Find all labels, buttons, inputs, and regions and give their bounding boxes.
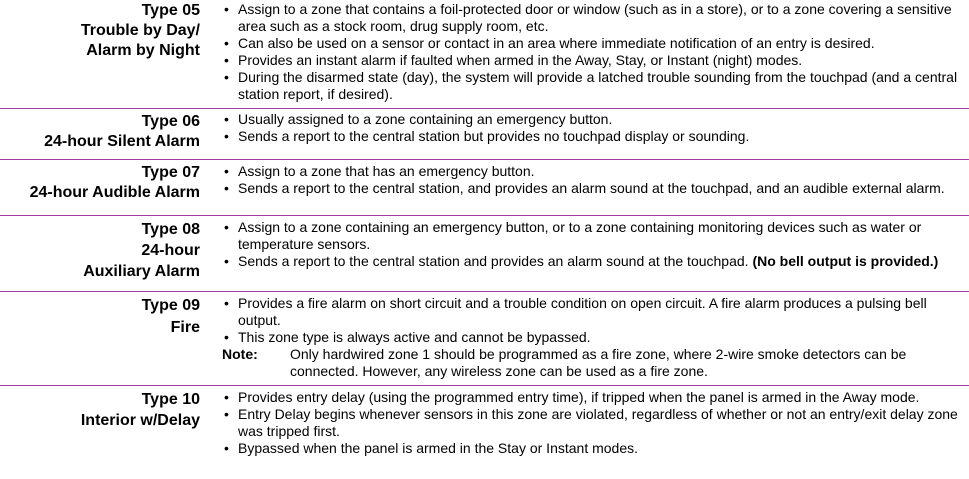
zone-type-label-cell bbox=[0, 0, 212, 108]
list-item: • Entry Delay begins whenever sensors in this zone are violated, regardless of whether or not an entry/exit delay zone was tripped first. bbox=[224, 406, 958, 439]
zone-type-number: Type 10 bbox=[141, 391, 200, 408]
zone-type-number: Type 05 bbox=[141, 2, 200, 19]
list-item: • Provides a fire alarm on short circuit and a trouble condition on open circuit. A fire alarm produces a pulsing bell output. bbox=[224, 295, 927, 328]
bullet-icon: • bbox=[224, 163, 229, 179]
zone-type-name: Alarm by Night bbox=[86, 42, 200, 59]
zone-type-name: 24-hour bbox=[141, 242, 200, 259]
bullet-icon: • bbox=[224, 52, 229, 68]
zone-type-name: Auxiliary Alarm bbox=[83, 263, 200, 280]
zone-type-description bbox=[212, 109, 969, 159]
list-item: • This zone type is always active and cannot be bypassed. bbox=[224, 329, 591, 345]
zone-type-name: 24-hour Audible Alarm bbox=[29, 184, 200, 201]
zone-type-description bbox=[212, 386, 969, 479]
zone-type-description bbox=[212, 216, 969, 291]
bullet-icon: • bbox=[224, 219, 229, 235]
bullet-icon: • bbox=[224, 128, 229, 144]
list-item: • Assign to a zone that has an emergency button. bbox=[224, 163, 535, 179]
bullet-icon: • bbox=[224, 69, 229, 85]
zone-type-description bbox=[212, 0, 969, 108]
zone-type-number: Type 07 bbox=[141, 164, 200, 181]
zone-type-name: 24-hour Silent Alarm bbox=[44, 133, 200, 150]
list-item: • Sends a report to the central station but provides no touchpad display or sounding. bbox=[224, 128, 750, 144]
bullet-icon: • bbox=[224, 440, 229, 456]
zone-type-name: Interior w/Delay bbox=[80, 412, 200, 429]
list-item: • Usually assigned to a zone containing an emergency button. bbox=[224, 111, 613, 127]
zone-type-number: Type 06 bbox=[141, 113, 200, 130]
note bbox=[222, 346, 969, 380]
bullet-icon: • bbox=[224, 295, 229, 311]
zone-type-label-cell bbox=[0, 216, 212, 291]
bullet-icon: • bbox=[224, 389, 229, 405]
bullet-icon: • bbox=[224, 406, 229, 422]
emphasis-text: (No bell output is provided.) bbox=[752, 253, 939, 269]
zone-type-label-cell bbox=[0, 109, 212, 159]
list-item: • Provides entry delay (using the programmed entry time), if tripped when the panel is armed in the Away mode. bbox=[224, 389, 920, 405]
note-label: Note: bbox=[222, 346, 258, 362]
bullet-icon: • bbox=[224, 329, 229, 345]
zone-type-name: Trouble by Day/ bbox=[80, 22, 200, 39]
list-item: • Assign to a zone containing an emergency button, or to a zone containing monitoring devices such as water or temperature sensors. bbox=[224, 219, 922, 252]
zone-type-number: Type 08 bbox=[141, 221, 200, 238]
zone-type-name: Fire bbox=[170, 319, 200, 336]
zone-type-number: Type 09 bbox=[141, 297, 200, 314]
list-item: • Can also be used on a sensor or contact in an area where immediate notification of an entry is desired. bbox=[224, 35, 875, 51]
zone-row-type-05 bbox=[0, 0, 969, 109]
zone-type-label-cell bbox=[0, 386, 212, 479]
bullet-icon: • bbox=[224, 35, 229, 51]
zone-type-description bbox=[212, 160, 969, 215]
zone-row-type-08 bbox=[0, 216, 969, 292]
bullet-icon: • bbox=[224, 1, 229, 17]
zone-type-description bbox=[212, 292, 969, 385]
zone-row-type-07 bbox=[0, 160, 969, 216]
bullet-icon: • bbox=[224, 111, 229, 127]
list-item: • During the disarmed state (day), the system will provide a latched trouble sounding from the touchpad (and a central station report, if desired). bbox=[224, 69, 958, 102]
list-item: • Provides an instant alarm if faulted when armed in the Away, Stay, or Instant (night) modes. bbox=[224, 52, 803, 68]
note-text: Only hardwired zone 1 should be programmed as a fire zone, where 2-wire smoke detectors can be connected. However, any wireless zone can be used as a fire zone. bbox=[290, 346, 907, 379]
zone-row-type-10 bbox=[0, 386, 969, 479]
bullet-icon: • bbox=[224, 253, 229, 269]
list-item: • Sends a report to the central station and provides an alarm sound at the touchpad. (No bell output is provided.) bbox=[224, 253, 939, 269]
zone-row-type-06 bbox=[0, 109, 969, 160]
zone-type-label-cell bbox=[0, 292, 212, 385]
bullet-icon: • bbox=[224, 180, 229, 196]
zone-type-label-cell bbox=[0, 160, 212, 215]
list-item: • Assign to a zone that contains a foil-protected door or window (such as in a store), or to a zone covering a sensitive area such as a stock room, drug supply room, etc. bbox=[224, 1, 952, 34]
zone-row-type-09 bbox=[0, 292, 969, 386]
list-item: • Sends a report to the central station, and provides an alarm sound at the touchpad, and an audible external alarm. bbox=[224, 180, 945, 196]
list-item: • Bypassed when the panel is armed in the Stay or Instant modes. bbox=[224, 440, 639, 456]
